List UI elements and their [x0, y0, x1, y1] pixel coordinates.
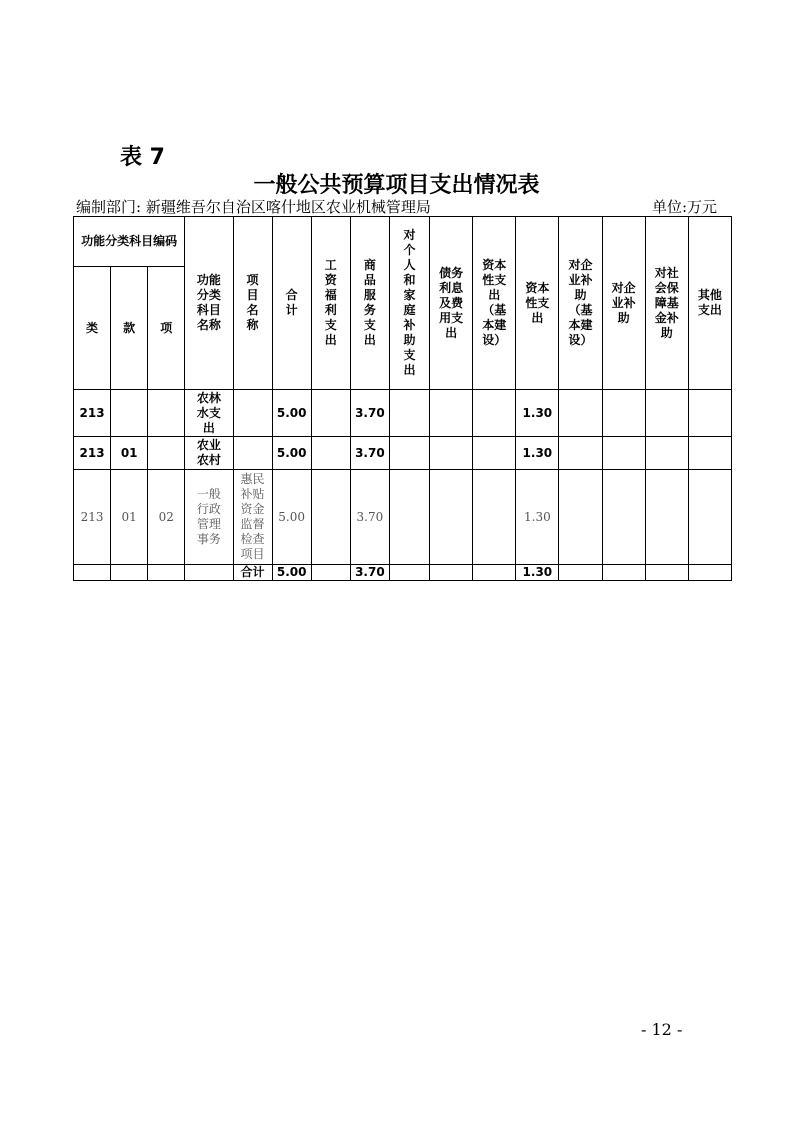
- budget-table: [73, 216, 732, 581]
- cell-salary: [311, 390, 350, 437]
- cell-enterprise-basic: [559, 437, 602, 470]
- total-value: 5.00: [272, 565, 311, 581]
- cell-capital-basic: [473, 390, 516, 437]
- cell-total: 5.00: [272, 390, 311, 437]
- cell-capital: 1.30: [516, 437, 559, 470]
- cell-goods: 3.70: [350, 470, 389, 565]
- header-capital: 资本性支出: [516, 217, 559, 390]
- cell-empty: [148, 565, 185, 581]
- cell-social-security: [645, 390, 688, 437]
- cell-project: [233, 390, 272, 437]
- cell-salary: [311, 470, 350, 565]
- total-label: 合计: [233, 565, 272, 581]
- cell-kuan: [111, 390, 148, 437]
- cell-debt: [430, 390, 473, 437]
- cell-enterprise-basic: [559, 390, 602, 437]
- cell-empty: [311, 565, 350, 581]
- cell-lei: 213: [74, 470, 111, 565]
- cell-empty: [688, 565, 731, 581]
- cell-kuan: 01: [111, 437, 148, 470]
- header-kuan: 款: [111, 267, 148, 390]
- header-func-name: 功能分类科目名称: [185, 217, 233, 390]
- cell-empty: [473, 565, 516, 581]
- total-row: [74, 565, 732, 581]
- cell-capital-basic: [473, 437, 516, 470]
- cell-enterprise: [602, 470, 645, 565]
- table-number: 表 7: [120, 145, 165, 170]
- cell-capital: 1.30: [516, 470, 559, 565]
- table-row: [74, 390, 732, 437]
- cell-lei: 213: [74, 437, 111, 470]
- cell-personal: [389, 470, 429, 565]
- document-title: 一般公共预算项目支出情况表: [253, 173, 540, 198]
- cell-enterprise-basic: [559, 470, 602, 565]
- total-goods: 3.70: [350, 565, 389, 581]
- cell-empty: [389, 565, 429, 581]
- table-row: [74, 437, 732, 470]
- header-project-name: 项目名称: [233, 217, 272, 390]
- header-social-security: 对社会保障基金补助: [645, 217, 688, 390]
- cell-xiang: [148, 437, 185, 470]
- table-row: [74, 470, 732, 565]
- unit-label: 单位:万元: [651, 198, 717, 216]
- cell-enterprise: [602, 437, 645, 470]
- cell-empty: [559, 565, 602, 581]
- header-other: 其他支出: [688, 217, 731, 390]
- header-code-group: 功能分类科目编码: [74, 217, 185, 267]
- page-number: - 12 -: [641, 1020, 683, 1039]
- header-capital-basic: 资本性支出（基本建设）: [473, 217, 516, 390]
- cell-func-name: 农业农村: [185, 437, 233, 470]
- header-lei: 类: [74, 267, 111, 390]
- cell-salary: [311, 437, 350, 470]
- cell-empty: [111, 565, 148, 581]
- cell-total: 5.00: [272, 437, 311, 470]
- cell-social-security: [645, 437, 688, 470]
- cell-empty: [74, 565, 111, 581]
- cell-xiang: [148, 390, 185, 437]
- cell-func-name: 农林水支出: [185, 390, 233, 437]
- cell-capital-basic: [473, 470, 516, 565]
- cell-empty: [602, 565, 645, 581]
- cell-personal: [389, 437, 429, 470]
- department-label: 编制部门: 新疆维吾尔自治区喀什地区农业机械管理局: [76, 198, 431, 216]
- cell-kuan: 01: [111, 470, 148, 565]
- cell-capital: 1.30: [516, 390, 559, 437]
- cell-debt: [430, 470, 473, 565]
- cell-goods: 3.70: [350, 437, 389, 470]
- cell-lei: 213: [74, 390, 111, 437]
- cell-other: [688, 470, 731, 565]
- header-enterprise-basic: 对企业补助（基本建设）: [559, 217, 602, 390]
- cell-project: [233, 437, 272, 470]
- cell-social-security: [645, 470, 688, 565]
- cell-project: 惠民补贴资金监督检查项目: [233, 470, 272, 565]
- total-capital: 1.30: [516, 565, 559, 581]
- cell-debt: [430, 437, 473, 470]
- cell-total: 5.00: [272, 470, 311, 565]
- header-goods: 商品服务支出: [350, 217, 389, 390]
- cell-empty: [430, 565, 473, 581]
- cell-goods: 3.70: [350, 390, 389, 437]
- header-personal: 对个人和家庭补助支出: [389, 217, 429, 390]
- cell-personal: [389, 390, 429, 437]
- cell-enterprise: [602, 390, 645, 437]
- cell-other: [688, 437, 731, 470]
- header-total: 合计: [272, 217, 311, 390]
- cell-empty: [645, 565, 688, 581]
- cell-func-name: 一般行政管理事务: [185, 470, 233, 565]
- cell-empty: [185, 565, 233, 581]
- header-salary: 工资福利支出: [311, 217, 350, 390]
- header-enterprise: 对企业补助: [602, 217, 645, 390]
- header-xiang: 项: [148, 267, 185, 390]
- cell-other: [688, 390, 731, 437]
- header-debt: 债务利息及费用支出: [430, 217, 473, 390]
- cell-xiang: 02: [148, 470, 185, 565]
